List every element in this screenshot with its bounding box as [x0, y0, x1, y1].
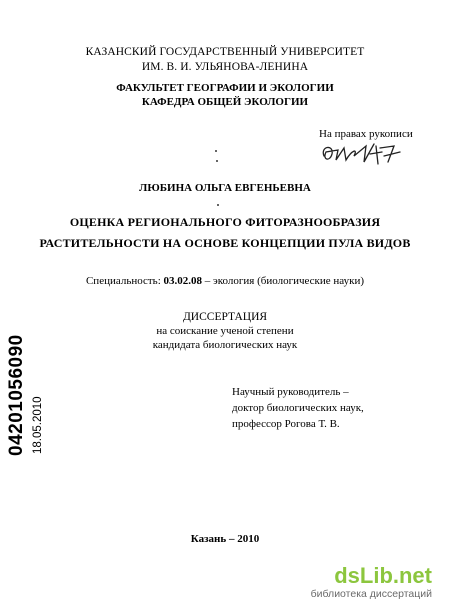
- scan-speck: [215, 150, 217, 152]
- university-name-line2: ИМ. В. И. УЛЬЯНОВА-ЛЕНИНА: [141, 61, 309, 73]
- degree-line: на соискание ученой степени: [156, 325, 294, 337]
- specialty-line: [0, 275, 450, 287]
- department-name: КАФЕДРА ОБЩЕЙ ЭКОЛОГИИ: [141, 96, 309, 108]
- supervisor-line3: профессор Рогова Т. В.: [232, 418, 340, 430]
- watermark-brand: dsLib.net: [334, 563, 432, 588]
- dissertation-title-line1: ОЦЕНКА РЕГИОНАЛЬНОГО ФИТОРАЗНООБРАЗИЯ: [69, 215, 381, 229]
- dissertation-title-line2: РАСТИТЕЛЬНОСТИ НА ОСНОВЕ КОНЦЕПЦИИ ПУЛА ВИДОВ: [39, 236, 411, 250]
- scan-speck: [217, 204, 219, 206]
- dissertation-label: ДИССЕРТАЦИЯ: [182, 311, 268, 323]
- author-name: ЛЮБИНА ОЛЬГА ЕВГЕНЬЕВНА: [139, 182, 311, 194]
- supervisor-line2: доктор биологических наук,: [232, 402, 364, 414]
- scan-speck: [216, 160, 218, 162]
- faculty-name: ФАКУЛЬТЕТ ГЕОГРАФИИ И ЭКОЛОГИИ: [116, 82, 334, 94]
- specialty-label: Специальность:: [85, 275, 164, 287]
- degree-line-2: кандидата биологических наук: [152, 339, 298, 351]
- watermark-subtitle: библиотека диссертаций: [310, 588, 432, 600]
- university-name: КАЗАНСКИЙ ГОСУДАРСТВЕННЫЙ УНИВЕРСИТЕТ: [85, 46, 365, 58]
- specialty-field: – экология (биологические науки): [202, 275, 365, 287]
- site-watermark: [311, 565, 432, 600]
- supervisor-line1: Научный руководитель –: [232, 386, 349, 398]
- specialty-code: 03.02.08: [163, 275, 203, 287]
- supervisor-block: [232, 384, 364, 432]
- city-year: Казань – 2010: [190, 533, 260, 545]
- manuscript-note: На правах рукописи: [319, 128, 413, 140]
- library-barcode-number: 04201056090: [6, 334, 27, 456]
- library-stamp-date: 18.05.2010: [32, 396, 44, 454]
- handwritten-signature: [318, 140, 408, 168]
